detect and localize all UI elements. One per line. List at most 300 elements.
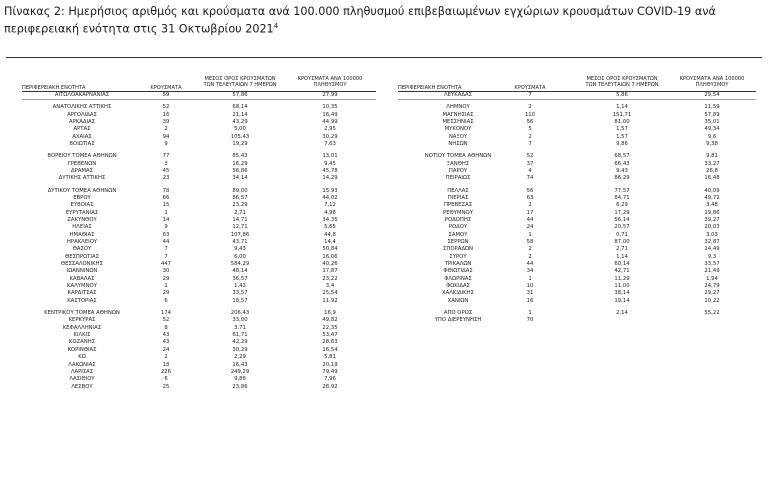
per100k-value: 16,9	[324, 310, 336, 317]
per100k-value: 40,26	[322, 261, 338, 268]
cases-value: 1	[528, 275, 532, 282]
avg7-value: 43,71	[232, 239, 248, 245]
table-row	[22, 254, 376, 261]
per100k-value: 29,27	[704, 290, 720, 297]
per100k-value: 16,06	[322, 253, 338, 260]
per100k-value: 3,48	[706, 202, 718, 209]
region-name: ΑΠΟ ΟΡΟΣ	[443, 310, 473, 317]
table-row	[398, 298, 756, 305]
table-row	[22, 310, 376, 317]
cases-value: 447	[160, 261, 172, 268]
region-name: ΚΕΡΚΥΡΑΣ	[68, 317, 96, 324]
table-row	[22, 210, 376, 217]
region-name: ΣΥΡΟΥ	[449, 253, 467, 260]
table-row	[22, 354, 376, 361]
cases-value: 1	[164, 209, 168, 216]
per100k-value: 7,96	[324, 376, 336, 383]
per100k-value: 1,94	[706, 275, 718, 282]
cases-value: 52	[162, 317, 170, 324]
table-row	[398, 310, 756, 317]
avg7-value: 9,86	[234, 376, 246, 383]
avg7-value: 17,29	[614, 209, 630, 216]
per100k-value: 50,84	[322, 246, 338, 253]
per100k-value: 49,34	[704, 126, 720, 133]
per100k-value: 79,49	[322, 368, 338, 375]
avg7-value: 86,57	[232, 194, 248, 201]
region-name: ΝΟΤΙΟΥ ΤΟΜΕΑ ΑΘΗΝΩΝ	[424, 153, 492, 160]
table-row	[22, 217, 376, 224]
avg7-value: 2,29	[234, 354, 246, 361]
region-name: ΝΑΞΟΥ	[448, 133, 468, 140]
table-row	[22, 268, 376, 275]
avg7-value: 30,29	[232, 346, 248, 353]
table-row	[398, 161, 756, 168]
table-row	[22, 104, 376, 111]
per100k-value: 57,89	[704, 111, 720, 118]
table-row	[22, 161, 376, 168]
cases-value: 9	[164, 141, 168, 147]
table-row	[398, 119, 756, 126]
region-name: ΚΑΣΤΟΡΙΑΣ	[67, 297, 97, 304]
per100k-value: 34,35	[322, 216, 338, 223]
region-name: ΑΧΑΙΑΣ	[72, 133, 92, 140]
avg7-value: 36,57	[232, 275, 248, 282]
per100k-value: 49,72	[704, 194, 720, 201]
cases-value: 2	[528, 202, 532, 209]
region-name: ΛΑΚΩΝΙΑΣ	[68, 361, 96, 368]
table-row	[398, 261, 756, 268]
avg7-value: 85,43	[232, 153, 248, 160]
region-name: ΗΡΑΚΛΕΙΟΥ	[66, 239, 98, 245]
table-row	[22, 298, 376, 305]
table-row	[398, 141, 756, 148]
header-unit-left: ΠΕΡΙΦΕΡΕΙΑΚΗ ΕΝΟΤΗΤΑ	[22, 85, 86, 91]
avg7-value: 33,00	[232, 317, 248, 324]
region-name: ΚΑΒΑΛΑΣ	[69, 275, 95, 282]
cases-value: 6	[164, 297, 168, 304]
region-name: ΠΑΡΟΥ	[448, 167, 468, 174]
cases-value: 16	[526, 297, 534, 304]
avg7-value: 6,00	[234, 253, 246, 260]
avg7-value: 206,43	[230, 310, 250, 317]
region-name: ΦΛΩΡΙΝΑΣ	[444, 275, 472, 282]
table-caption	[4, 4, 764, 37]
per100k-value: 39,27	[704, 216, 720, 223]
region-name: ΘΕΣΣΑΛΟΝΙΚΗΣ	[61, 261, 103, 268]
avg7-value: 5,86	[616, 92, 628, 98]
cases-value: 110	[524, 111, 536, 118]
table-row	[398, 104, 756, 111]
per100k-value: 7,12	[324, 202, 336, 209]
table-row	[22, 239, 376, 246]
table-row	[22, 290, 376, 297]
region-name: ΑΙΤΩΛΟΑΚΑΡΝΑΝΙΑΣ	[54, 92, 110, 98]
table-row	[22, 202, 376, 209]
per100k-value: 9,3	[707, 253, 717, 260]
region-name: ΚΕΝΤΡΙΚΟΥ ΤΟΜΕΑ ΑΘΗΝΩΝ	[44, 310, 120, 317]
region-name: ΚΑΡΔΙΤΣΑΣ	[67, 290, 97, 297]
table-row	[22, 325, 376, 332]
region-name: ΛΕΥΚΑΔΑΣ	[444, 92, 472, 98]
avg7-value: 584,29	[230, 261, 250, 268]
cases-value: 4	[528, 167, 532, 174]
region-name: ΠΙΕΡΙΑΣ	[447, 194, 469, 201]
table-row	[398, 276, 756, 283]
region-name: ΧΑΛΚΙΔΙΚΗΣ	[442, 290, 474, 297]
cases-value: 1	[164, 283, 168, 290]
avg7-value: 19,29	[232, 141, 248, 147]
avg7-value: 48,14	[232, 268, 248, 275]
avg7-value: 2,14	[616, 310, 628, 317]
table-row	[22, 153, 376, 160]
cases-value: 44	[526, 261, 534, 268]
table-row	[22, 339, 376, 346]
per100k-value: 33,27	[704, 160, 720, 167]
cases-value: 78	[162, 187, 170, 194]
per100k-value: 2,95	[324, 126, 336, 133]
cases-value: 15	[162, 202, 170, 209]
region-name: ΒΟΡΕΙΟΥ ΤΟΜΕΑ ΑΘΗΝΩΝ	[47, 153, 117, 160]
per100k-value: 28,92	[322, 383, 338, 390]
cases-value: 29	[162, 275, 170, 282]
cases-value: 2	[528, 133, 532, 140]
table-row	[398, 134, 756, 141]
avg7-value: 18,57	[232, 297, 248, 304]
per100k-value: 22,35	[322, 324, 338, 331]
per100k-value: 53,47	[322, 332, 338, 339]
avg7-value: 14,71	[232, 216, 248, 223]
cases-value: 66	[162, 194, 170, 201]
table-row	[398, 210, 756, 217]
cases-value: 30	[162, 268, 170, 275]
cases-value: 63	[526, 194, 534, 201]
avg7-value: 56,86	[232, 167, 248, 174]
table-row	[22, 376, 376, 383]
cases-value: 17	[526, 209, 534, 216]
region-name: ΣΑΜΟΥ	[448, 231, 468, 238]
region-name: ΑΡΤΑΣ	[73, 126, 91, 133]
per100k-value: 21,49	[704, 268, 720, 275]
avg7-value: 105,43	[230, 133, 250, 140]
region-name: ΡΕΘΥΜΝΟΥ	[443, 209, 473, 216]
table-row	[398, 254, 756, 261]
avg7-value: 11,29	[614, 275, 630, 282]
region-name: ΠΕΙΡΑΙΩΣ	[445, 175, 471, 182]
avg7-value: 23,86	[232, 383, 248, 390]
region-name: ΘΑΣΟΥ	[72, 246, 92, 253]
per100k-value: 44,8	[324, 231, 336, 238]
cases-value: 56	[526, 187, 534, 194]
per100k-value: 11,92	[322, 297, 338, 304]
avg7-value: 5,00	[234, 126, 246, 133]
cases-value: 2	[164, 126, 168, 133]
per100k-value: 9,45	[324, 160, 336, 167]
avg7-value: 61,71	[232, 332, 248, 339]
avg7-value: 81,00	[614, 118, 630, 125]
region-name: ΝΗΣΩΝ	[448, 141, 468, 147]
cases-value: 2	[528, 246, 532, 253]
table-row	[398, 195, 756, 202]
per100k-value: 19,86	[704, 209, 720, 216]
cases-value: 44	[162, 239, 170, 245]
cases-value: 9	[164, 224, 168, 231]
per100k-value: 40,09	[704, 187, 720, 194]
header-cases-right: ΚΡΟΥΣΜΑΤΑ	[514, 85, 546, 91]
cases-value: 70	[526, 317, 534, 324]
per100k-value: 35,01	[704, 118, 720, 125]
per100k-value: 32,87	[704, 239, 720, 245]
cases-value: 1	[528, 310, 532, 317]
cases-value: 18	[162, 361, 170, 368]
table-row	[22, 384, 376, 391]
avg7-value: 43,29	[232, 118, 248, 125]
cases-value: 77	[162, 153, 170, 160]
cases-value: 7	[164, 246, 168, 253]
cases-value: 7	[164, 253, 168, 260]
avg7-value: 151,71	[612, 111, 632, 118]
avg7-value: 68,14	[232, 104, 248, 111]
per100k-value: 11,59	[704, 104, 720, 111]
cases-value: 94	[162, 133, 170, 140]
per100k-value: 10,22	[704, 297, 720, 304]
per100k-value: 44,02	[322, 194, 338, 201]
per100k-value: 14,49	[704, 246, 720, 253]
region-name: ΗΜΑΘΙΑΣ	[69, 231, 95, 238]
table-row	[22, 141, 376, 148]
table-row	[22, 232, 376, 239]
avg7-value: 38,14	[614, 290, 630, 297]
top-rule	[6, 57, 762, 58]
region-name: ΤΡΙΚΑΛΩΝ	[444, 261, 472, 268]
avg7-value: 6,29	[616, 202, 628, 209]
per100k-value: 20,19	[322, 361, 338, 368]
table-row	[22, 276, 376, 283]
cases-value: 29	[162, 290, 170, 297]
table-row	[22, 134, 376, 141]
table-row	[22, 195, 376, 202]
avg7-value: 9,86	[616, 141, 628, 147]
avg7-value: 1,14	[616, 104, 628, 111]
table-row	[398, 126, 756, 133]
per100k-value: 14,4	[324, 239, 336, 245]
table-row	[398, 202, 756, 209]
avg7-value: 87,00	[614, 239, 630, 245]
table-row	[398, 217, 756, 224]
per100k-value: 26,8	[706, 167, 718, 174]
region-name: ΦΘΙΩΤΙΔΑΣ	[443, 268, 473, 275]
avg7-value: 1,57	[616, 133, 628, 140]
cases-value: 2	[164, 354, 168, 361]
per100k-value: 28,63	[322, 339, 338, 346]
table-row	[22, 92, 376, 100]
avg7-value: 42,71	[614, 268, 630, 275]
table-row	[22, 347, 376, 354]
per100k-value: 5,81	[324, 354, 336, 361]
region-name: ΣΠΟΡΑΔΩΝ	[443, 246, 473, 253]
avg7-value: 16,29	[232, 160, 248, 167]
region-name: ΖΑΚΥΝΘΟΥ	[67, 216, 97, 223]
region-name: ΒΟΙΩΤΙΑΣ	[69, 141, 95, 147]
table-row	[22, 112, 376, 119]
table-row	[398, 175, 756, 182]
cases-value: 5	[528, 126, 532, 133]
region-name: ΑΡΚΑΔΙΑΣ	[68, 118, 96, 125]
header-per100k-left: ΚΡΟΥΣΜΑΤΑ ΑΝΑ 100000 ΠΛΗΘΥΣΜΟΥ	[297, 76, 363, 89]
table-row	[398, 283, 756, 290]
region-name: ΞΑΝΘΗΣ	[446, 160, 470, 167]
per100k-value: 23,22	[322, 275, 338, 282]
caption-footnote: 4	[273, 22, 279, 30]
region-name: ΕΥΡΥΤΑΝΙΑΣ	[65, 209, 99, 216]
table-row	[22, 283, 376, 290]
avg7-value: 9,43	[616, 167, 628, 174]
per100k-value: 24,79	[704, 283, 720, 290]
cases-value: 7	[528, 141, 532, 147]
per100k-value: 27,99	[322, 92, 338, 98]
avg7-value: 84,71	[614, 194, 630, 201]
per100k-value: 9,6	[707, 133, 717, 140]
avg7-value: 249,29	[230, 368, 250, 375]
header-avg-right: ΜΕΣΟΣ ΟΡΟΣ ΚΡΟΥΣΜΑΤΩΝ ΤΩΝ ΤΕΛΕΥΤΑΙΩΝ 7 ΗΜΕΡΩΝ	[585, 76, 659, 89]
per100k-value: 30,29	[322, 133, 338, 140]
region-name: ΘΕΣΠΡΩΤΙΑΣ	[65, 253, 99, 260]
cases-value: 56	[526, 118, 534, 125]
cases-value: 44	[526, 216, 534, 223]
per100k-value: 7,63	[324, 141, 336, 147]
avg7-value: 0,71	[616, 231, 628, 238]
cases-value: 31	[526, 290, 534, 297]
cases-value: 45	[162, 167, 170, 174]
cases-value: 52	[162, 104, 170, 111]
region-name: ΡΟΔΟΠΗΣ	[444, 216, 472, 223]
region-name: ΚΑΛΥΜΝΟΥ	[67, 283, 97, 290]
per100k-value: 16,49	[322, 111, 338, 118]
avg7-value: 89,00	[232, 187, 248, 194]
avg7-value: 34,14	[232, 175, 248, 182]
region-name: ΜΕΣΣΗΝΙΑΣ	[442, 118, 474, 125]
table-row	[22, 224, 376, 231]
region-name: ΚΩ	[78, 354, 86, 361]
avg7-value: 9,43	[234, 246, 246, 253]
region-name: ΚΟΖΑΝΗΣ	[68, 339, 96, 346]
avg7-value: 86,29	[614, 175, 630, 182]
table-row	[22, 369, 376, 376]
cases-value: 43	[162, 339, 170, 346]
table-row	[398, 290, 756, 297]
avg7-value: 1,14	[616, 253, 628, 260]
per100k-value: 55,22	[704, 310, 720, 317]
table-row	[398, 268, 756, 275]
cases-value: 37	[526, 160, 534, 167]
table-row	[398, 92, 756, 100]
avg7-value: 11,00	[614, 283, 630, 290]
cases-value: 2	[528, 104, 532, 111]
cases-value: 24	[526, 224, 534, 231]
cases-value: 25	[162, 383, 170, 390]
per100k-value: 16,54	[322, 346, 338, 353]
cases-value: 59	[162, 92, 170, 98]
cases-value: 14	[162, 216, 170, 223]
region-name: ΦΩΚΙΔΑΣ	[446, 283, 470, 290]
per100k-value: 17,87	[322, 268, 338, 275]
avg7-value: 1,57	[616, 126, 628, 133]
cases-value: 34	[526, 268, 534, 275]
per100k-value: 20,03	[704, 224, 720, 231]
per100k-value: 16,48	[704, 175, 720, 182]
avg7-value: 2,71	[234, 209, 246, 216]
table-row	[22, 126, 376, 133]
region-name: ΥΠΟ ΔΙΕΡΕΥΝΗΣΗ	[434, 317, 482, 324]
table-row	[398, 112, 756, 119]
region-name: ΕΥΒΟΙΑΣ	[70, 202, 94, 209]
per100k-value: 14,29	[322, 175, 338, 182]
per100k-value: 49,82	[322, 317, 338, 324]
region-name: ΗΛΕΙΑΣ	[72, 224, 92, 231]
cases-value: 23	[162, 175, 170, 182]
cases-value: 6	[164, 376, 168, 383]
region-name: ΜΑΓΝΗΣΙΑΣ	[442, 111, 474, 118]
region-name: ΔΡΑΜΑΣ	[71, 167, 93, 174]
table-row	[398, 224, 756, 231]
table-row	[398, 317, 756, 324]
header-avg-left: ΜΕΣΟΣ ΟΡΟΣ ΚΡΟΥΣΜΑΤΩΝ ΤΩΝ ΤΕΛΕΥΤΑΙΩΝ 7 ΗΜΕΡΩΝ	[203, 76, 277, 89]
region-name: ΣΕΡΡΩΝ	[447, 239, 469, 245]
per100k-value: 15,93	[322, 187, 338, 194]
cases-value: 226	[160, 368, 172, 375]
per100k-value: 33,57	[704, 261, 720, 268]
per100k-value: 3,4	[325, 283, 335, 290]
per100k-value: 3,03	[706, 231, 718, 238]
avg7-value: 77,57	[614, 187, 630, 194]
region-name: ΜΥΚΟΝΟΥ	[444, 126, 472, 133]
region-name: ΧΑΝΙΩΝ	[447, 297, 469, 304]
header-per100k-right: ΚΡΟΥΣΜΑΤΑ ΑΝΑ 100000 ΠΛΗΘΥΣΜΟΥ	[679, 76, 745, 89]
per100k-value: 4,98	[324, 209, 336, 216]
avg7-value: 23,29	[232, 202, 248, 209]
avg7-value: 57,86	[232, 92, 248, 98]
region-name: ΚΙΛΚΙΣ	[73, 332, 91, 339]
cases-value: 2	[528, 253, 532, 260]
avg7-value: 107,86	[230, 231, 250, 238]
avg7-value: 1,43	[234, 283, 246, 290]
region-name: ΑΡΓΟΛΙΔΑΣ	[67, 111, 97, 118]
avg7-value: 21,14	[232, 111, 248, 118]
avg7-value: 42,29	[232, 339, 248, 346]
table-row	[398, 232, 756, 239]
table-row	[22, 188, 376, 195]
avg7-value: 3,71	[234, 324, 246, 331]
table-row	[398, 239, 756, 246]
region-name: ΠΡΕΒΕΖΑΣ	[443, 202, 473, 209]
cases-value: 7	[528, 92, 532, 98]
cases-value: 63	[162, 231, 170, 238]
avg7-value: 12,71	[232, 224, 248, 231]
table-row	[398, 168, 756, 175]
cases-value: 52	[526, 153, 534, 160]
table-row	[398, 188, 756, 195]
header-unit-right: ΠΕΡΙΦΕΡΕΙΑΚΗ ΕΝΟΤΗΤΑ	[398, 85, 462, 91]
cases-value: 1	[528, 231, 532, 238]
region-name: ΚΟΡΙΝΘΙΑΣ	[67, 346, 97, 353]
avg7-value: 2,71	[616, 246, 628, 253]
per100k-value: 9,81	[706, 153, 718, 160]
cases-value: 74	[526, 175, 534, 182]
per100k-value: 5,65	[324, 224, 336, 231]
table-row	[398, 153, 756, 160]
region-name: ΛΕΣΒΟΥ	[71, 383, 93, 390]
avg7-value: 19,14	[614, 297, 630, 304]
per100k-value: 29,54	[704, 92, 720, 98]
